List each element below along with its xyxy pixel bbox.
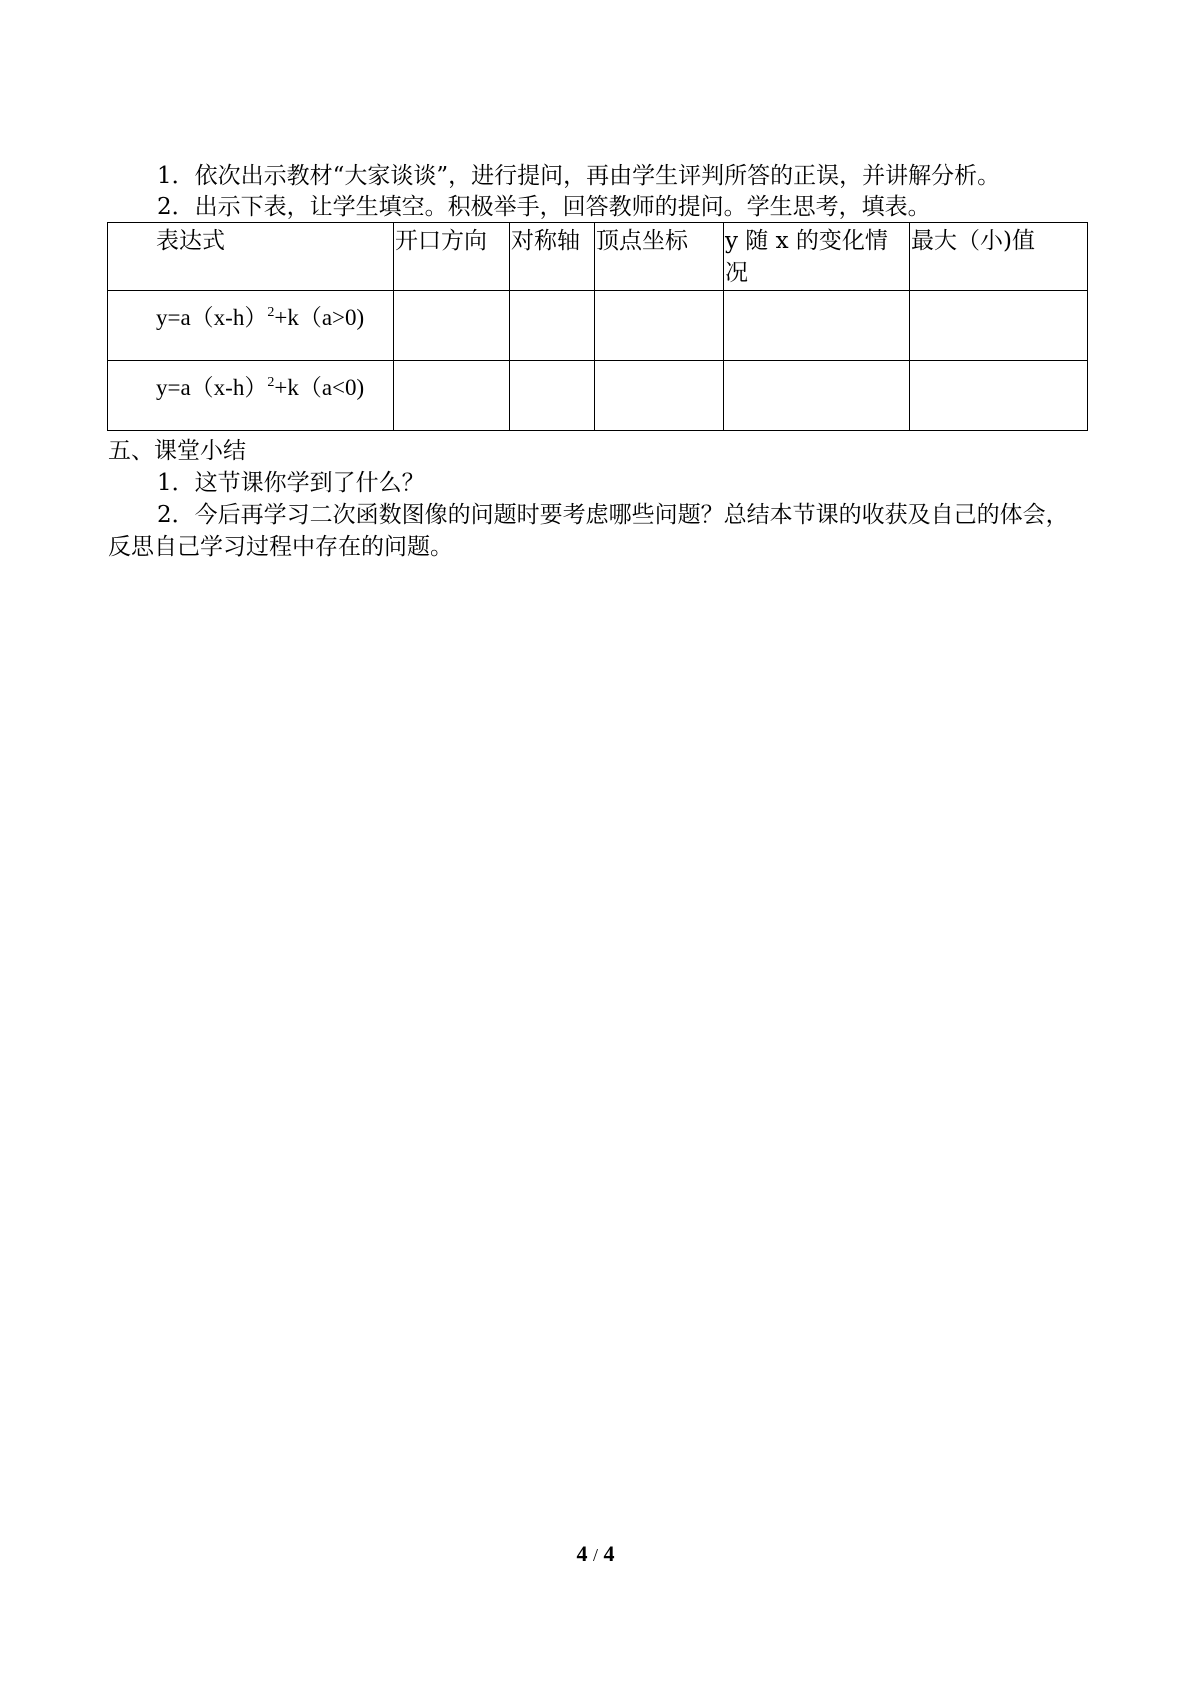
header-cell-max-min: 最大（小)值 [910,223,1088,291]
blank-cell [510,361,595,431]
expression-cell-a-negative: $y=a(x-h)^2+k(a<0)$ [108,361,394,431]
header-cell-axis-of-symmetry: 对称轴 [510,223,595,291]
blank-cell [595,361,724,431]
section-heading: 五、课堂小结 [108,438,246,464]
paragraph-step-2: 2．出示下表，让学生填空。积极举手，回答教师的提问。学生思考，填表。 [157,194,931,220]
summary-item-1: 1．这节课你学到了什么？ [157,470,425,496]
blank-cell [724,291,910,361]
header-cell-expression: 表达式 [108,223,394,291]
blank-cell [910,291,1088,361]
table-header-row [108,223,1088,291]
page-separator: / [592,1545,598,1565]
blank-cell [394,361,510,431]
header-cell-opening-direction: 开口方向 [394,223,510,291]
fill-in-table [107,222,1088,431]
page-number [0,1540,1191,1569]
paragraph-step-1: 1．依次出示教材“大家谈谈”，进行提问，再由学生评判所答的正误，并讲解分析。 [157,163,1001,189]
expression-cell-a-positive: $y=a(x-h)^2+k(a>0)$ [108,291,394,361]
page-current: 4 [576,1541,588,1566]
table-row [108,361,1088,431]
page-total: 4 [603,1541,615,1566]
header-cell-variation: y 随 x 的变化情 况 [724,223,910,291]
blank-cell [595,291,724,361]
blank-cell [510,291,595,361]
header-cell-vertex: 顶点坐标 [595,223,724,291]
table-row [108,291,1088,361]
blank-cell [910,361,1088,431]
blank-cell [724,361,910,431]
blank-cell [394,291,510,361]
summary-item-2: 2．今后再学习二次函数图像的问题时要考虑哪些问题？总结本节课的收获及自己的体会， [157,502,1069,528]
summary-item-2-continued: 反思自己学习过程中存在的问题。 [108,534,453,560]
